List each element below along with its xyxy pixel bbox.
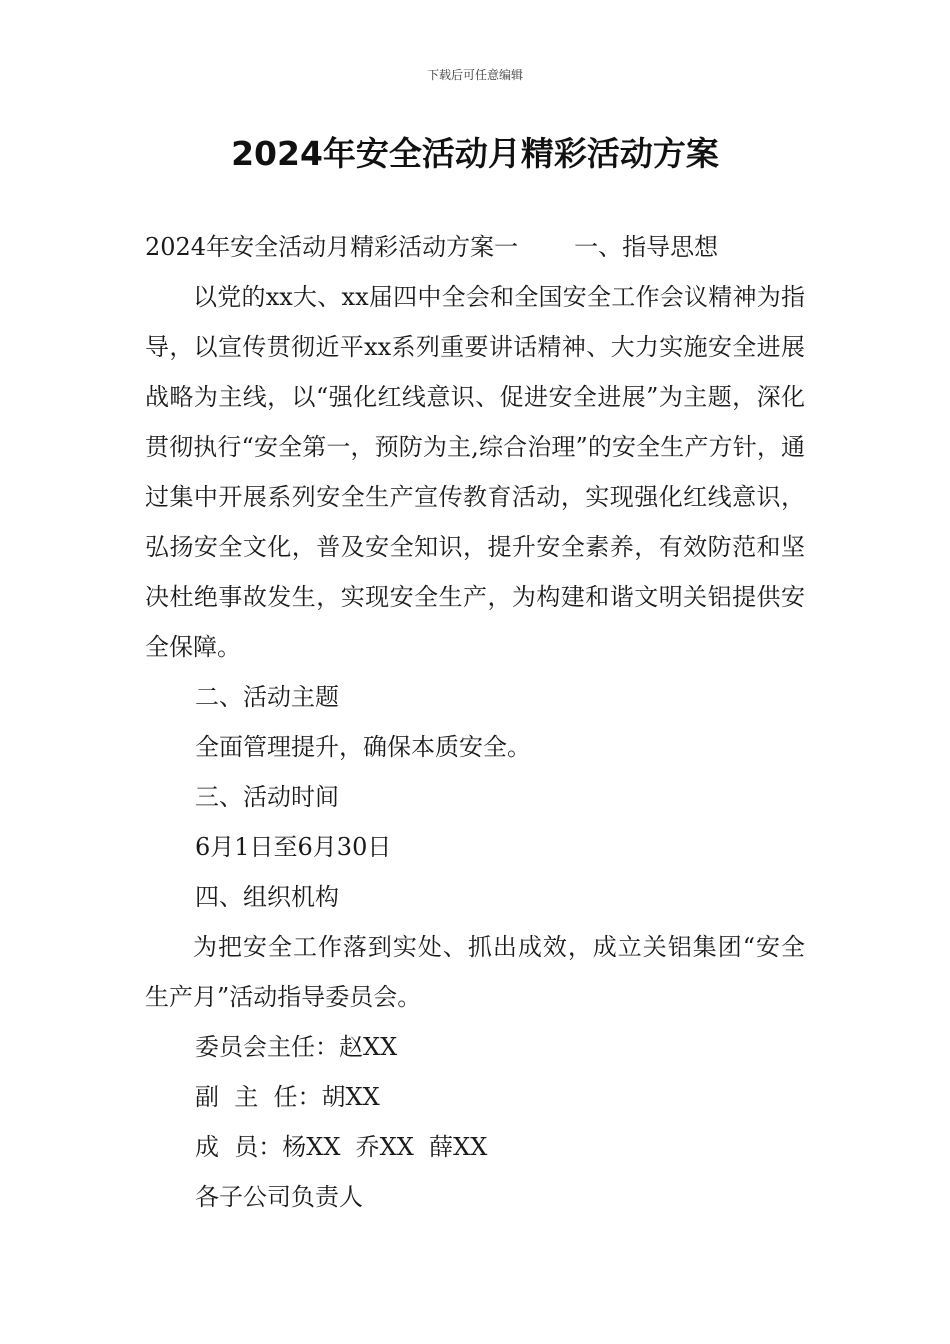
intro-line (145, 222, 805, 272)
committee-director: 委员会主任：赵XX (195, 1033, 398, 1061)
section4-heading: 四、组织机构 (195, 883, 339, 911)
section4-paragraph: 为把安全工作落到实处、抓出成效，成立关铝集团“安全生产月”活动指导委员会。 (145, 933, 805, 1011)
guiding-paragraph: 以党的xx大、xx届四中全会和全国安全工作会议精神为指导，以宣传贯彻近平xx系列重要讲话精神、大力实施安全进展战略为主线，以“强化红线意识、促进安全进展”为主题，深化贯彻执行“安全第一，预防为主,综合治理”的安全生产方针，通过集中开展系列安全生产宣传教育活动，实现强化红线意识，弘扬安全文化，普及安全知识，提升安全素养，有效防范和坚决杜绝事故发生，实现安全生产，为构建和谐文明关铝提供安全保障。 (145, 283, 805, 661)
section2-content: 全面管理提升，确保本质安全。 (195, 733, 531, 761)
plan-subtitle: 2024年安全活动月精彩活动方案一 (145, 233, 519, 261)
committee-subsidiaries: 各子公司负责人 (195, 1183, 363, 1211)
header-note: 下载后可任意编辑 (426, 68, 523, 82)
committee-deputy: 副 主 任：胡XX (195, 1083, 380, 1111)
section3-heading: 三、活动时间 (195, 783, 339, 811)
committee-members: 成 员：杨XX 乔XX 薛XX (195, 1133, 488, 1161)
section2-heading: 二、活动主题 (195, 683, 339, 711)
section3-content: 6月1日至6月30日 (195, 833, 392, 861)
section1-heading: 一、指导思想 (574, 233, 719, 261)
document-title: 2024年安全活动月精彩活动方案 (231, 134, 719, 173)
document-body (145, 222, 805, 1222)
